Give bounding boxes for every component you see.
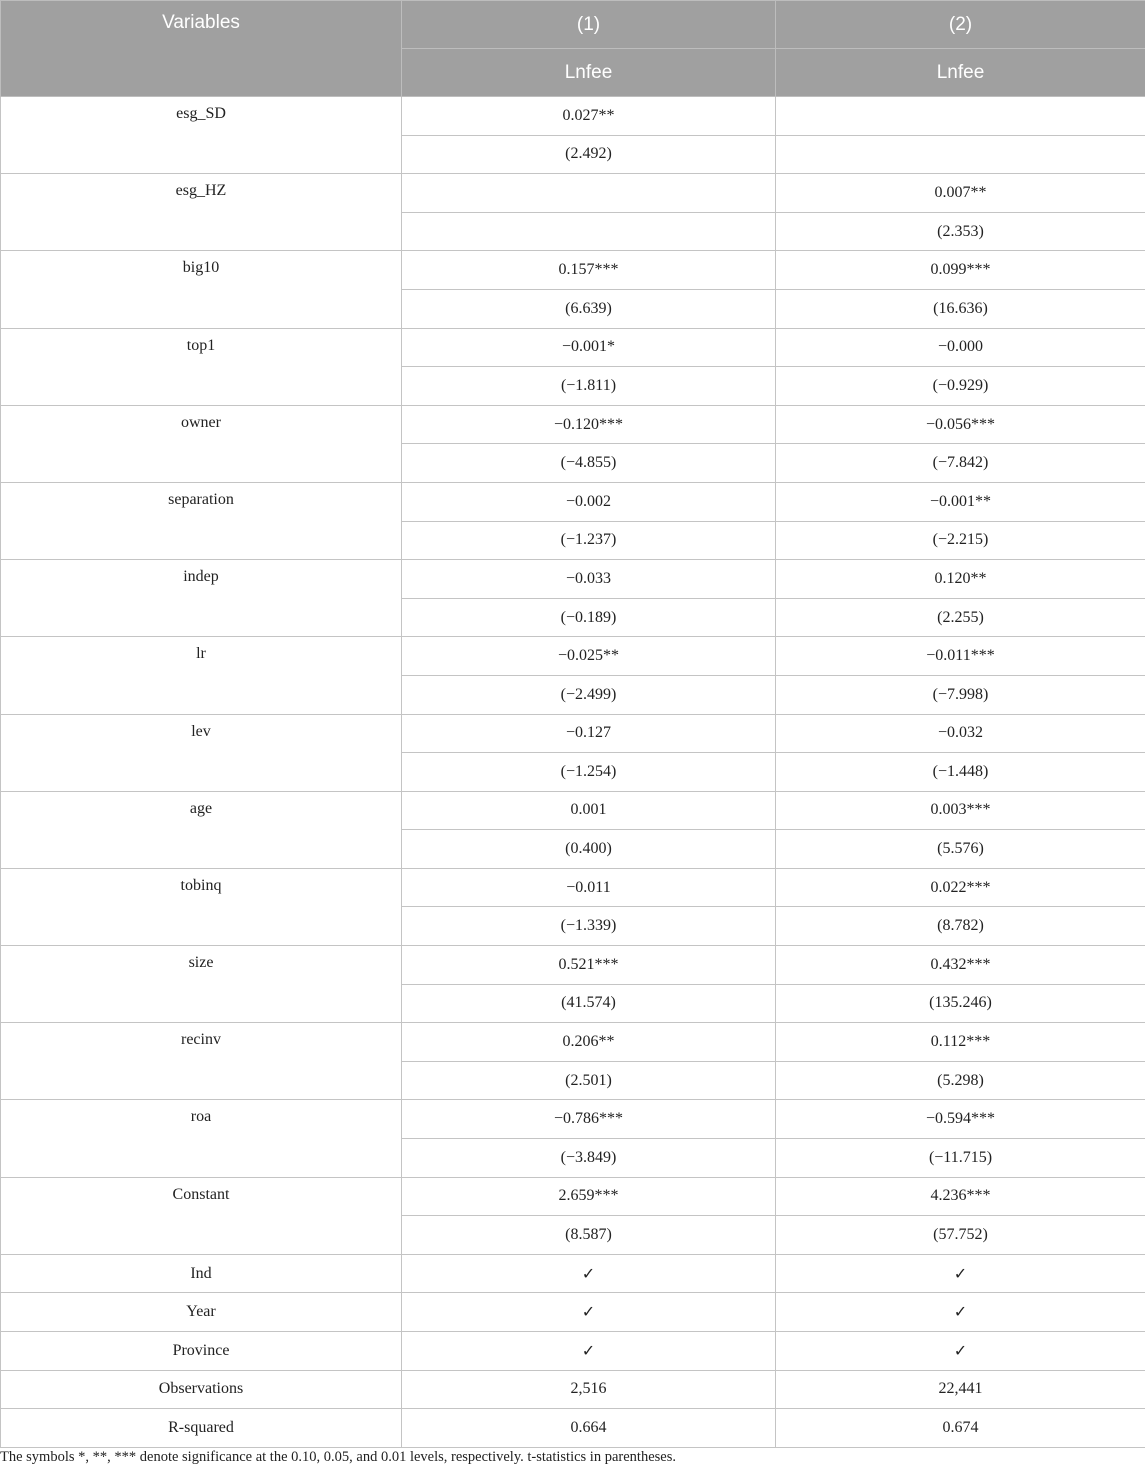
variable-name: indep [1, 560, 402, 637]
summary-label: Observations [1, 1370, 402, 1409]
column-2-t-statistic: (−7.842) [776, 444, 1145, 483]
column-2-coefficient [776, 97, 1145, 136]
summary-row-year [1, 1293, 1145, 1332]
column-2-coefficient: 0.003*** [776, 791, 1145, 830]
column-1-coefficient: 0.157*** [402, 251, 776, 290]
coefficient-row-constant [1, 1177, 1145, 1216]
coefficient-row-recinv [1, 1023, 1145, 1062]
column-2-coefficient: 0.007** [776, 174, 1145, 213]
column-1-value: 0.664 [402, 1409, 776, 1448]
variable-name: size [1, 946, 402, 1023]
column-2-t-statistic: (−11.715) [776, 1139, 1145, 1178]
column-1-value: ✓ [402, 1254, 776, 1293]
coefficient-row-lr [1, 637, 1145, 676]
variable-name: lev [1, 714, 402, 791]
column-1-t-statistic: (−0.189) [402, 598, 776, 637]
summary-row-ind [1, 1254, 1145, 1293]
variable-name: top1 [1, 328, 402, 405]
column-1-dependent-header: Lnfee [402, 49, 776, 97]
column-1-t-statistic: (0.400) [402, 830, 776, 869]
coefficient-row-top1 [1, 328, 1145, 367]
coefficient-row-owner [1, 405, 1145, 444]
column-2-t-statistic: (5.298) [776, 1061, 1145, 1100]
column-2-coefficient: −0.011*** [776, 637, 1145, 676]
column-2-t-statistic: (−0.929) [776, 367, 1145, 406]
column-2-t-statistic: (−1.448) [776, 753, 1145, 792]
summary-row-r-squared [1, 1409, 1145, 1448]
summary-row-observations [1, 1370, 1145, 1409]
column-1-value: ✓ [402, 1293, 776, 1332]
column-1-number-header: (1) [402, 1, 776, 49]
column-2-dependent-header: Lnfee [776, 49, 1145, 97]
column-2-coefficient: 0.112*** [776, 1023, 1145, 1062]
column-1-coefficient [402, 174, 776, 213]
column-1-t-statistic: (2.492) [402, 135, 776, 174]
column-1-value: 2,516 [402, 1370, 776, 1409]
coefficient-row-esg-hz [1, 174, 1145, 213]
column-1-value: ✓ [402, 1332, 776, 1371]
column-2-value: 22,441 [776, 1370, 1145, 1409]
coefficient-row-separation [1, 482, 1145, 521]
column-2-coefficient: −0.032 [776, 714, 1145, 753]
variable-name: esg_HZ [1, 174, 402, 251]
column-1-coefficient: 2.659*** [402, 1177, 776, 1216]
header-row-column-numbers [1, 1, 1145, 49]
column-1-t-statistic: (−1.811) [402, 367, 776, 406]
coefficient-row-lev [1, 714, 1145, 753]
column-2-coefficient: 4.236*** [776, 1177, 1145, 1216]
coefficient-row-indep [1, 560, 1145, 599]
column-1-t-statistic: (2.501) [402, 1061, 776, 1100]
summary-label: Province [1, 1332, 402, 1371]
table-footnote: The symbols *, **, *** denote significance at the 0.10, 0.05, and 0.01 levels, respectively. t-statistics in parentheses. [0, 1449, 676, 1465]
variable-name: owner [1, 405, 402, 482]
column-2-t-statistic: (−2.215) [776, 521, 1145, 560]
coefficient-row-size [1, 946, 1145, 985]
column-2-t-statistic [776, 135, 1145, 174]
column-1-coefficient: 0.027** [402, 97, 776, 136]
column-2-value: ✓ [776, 1293, 1145, 1332]
table-body [1, 97, 1145, 1448]
column-1-coefficient: 0.001 [402, 791, 776, 830]
column-2-t-statistic: (16.636) [776, 289, 1145, 328]
variable-name: age [1, 791, 402, 868]
column-1-t-statistic: (−4.855) [402, 444, 776, 483]
column-1-t-statistic: (−1.339) [402, 907, 776, 946]
column-2-coefficient: −0.000 [776, 328, 1145, 367]
coefficient-row-big10 [1, 251, 1145, 290]
column-1-coefficient: −0.011 [402, 868, 776, 907]
column-1-coefficient: −0.025** [402, 637, 776, 676]
variables-header: Variables [1, 1, 402, 97]
column-1-coefficient: −0.127 [402, 714, 776, 753]
column-2-t-statistic: (−7.998) [776, 675, 1145, 714]
summary-row-province [1, 1332, 1145, 1371]
column-1-t-statistic: (−3.849) [402, 1139, 776, 1178]
column-1-t-statistic: (6.639) [402, 289, 776, 328]
column-1-t-statistic: (−1.237) [402, 521, 776, 560]
summary-label: Year [1, 1293, 402, 1332]
coefficient-row-age [1, 791, 1145, 830]
column-2-t-statistic: (5.576) [776, 830, 1145, 869]
column-2-t-statistic: (57.752) [776, 1216, 1145, 1255]
column-2-value: ✓ [776, 1332, 1145, 1371]
column-1-t-statistic: (−1.254) [402, 753, 776, 792]
summary-label: R-squared [1, 1409, 402, 1448]
column-1-t-statistic: (41.574) [402, 984, 776, 1023]
column-1-coefficient: −0.033 [402, 560, 776, 599]
variable-name: esg_SD [1, 97, 402, 174]
column-1-t-statistic [402, 212, 776, 251]
column-2-coefficient: 0.022*** [776, 868, 1145, 907]
coefficient-row-esg-sd [1, 97, 1145, 136]
column-2-value: ✓ [776, 1254, 1145, 1293]
column-2-coefficient: −0.001** [776, 482, 1145, 521]
column-2-value: 0.674 [776, 1409, 1145, 1448]
variable-name: tobinq [1, 868, 402, 945]
column-2-number-header: (2) [776, 1, 1145, 49]
table-header [1, 1, 1145, 97]
variable-name: Constant [1, 1177, 402, 1254]
column-1-coefficient: 0.206** [402, 1023, 776, 1062]
variable-name: big10 [1, 251, 402, 328]
column-2-coefficient: 0.099*** [776, 251, 1145, 290]
summary-label: Ind [1, 1254, 402, 1293]
column-2-coefficient: −0.594*** [776, 1100, 1145, 1139]
column-2-t-statistic: (8.782) [776, 907, 1145, 946]
column-1-t-statistic: (−2.499) [402, 675, 776, 714]
column-2-coefficient: 0.432*** [776, 946, 1145, 985]
column-1-coefficient: −0.120*** [402, 405, 776, 444]
column-1-t-statistic: (8.587) [402, 1216, 776, 1255]
column-2-t-statistic: (2.255) [776, 598, 1145, 637]
variable-name: recinv [1, 1023, 402, 1100]
column-2-coefficient: −0.056*** [776, 405, 1145, 444]
column-2-coefficient: 0.120** [776, 560, 1145, 599]
column-1-coefficient: −0.786*** [402, 1100, 776, 1139]
variable-name: separation [1, 482, 402, 559]
column-2-t-statistic: (2.353) [776, 212, 1145, 251]
coefficient-row-tobinq [1, 868, 1145, 907]
column-2-t-statistic: (135.246) [776, 984, 1145, 1023]
variable-name: roa [1, 1100, 402, 1177]
column-1-coefficient: 0.521*** [402, 946, 776, 985]
column-1-coefficient: −0.001* [402, 328, 776, 367]
coefficient-row-roa [1, 1100, 1145, 1139]
variable-name: lr [1, 637, 402, 714]
column-1-coefficient: −0.002 [402, 482, 776, 521]
